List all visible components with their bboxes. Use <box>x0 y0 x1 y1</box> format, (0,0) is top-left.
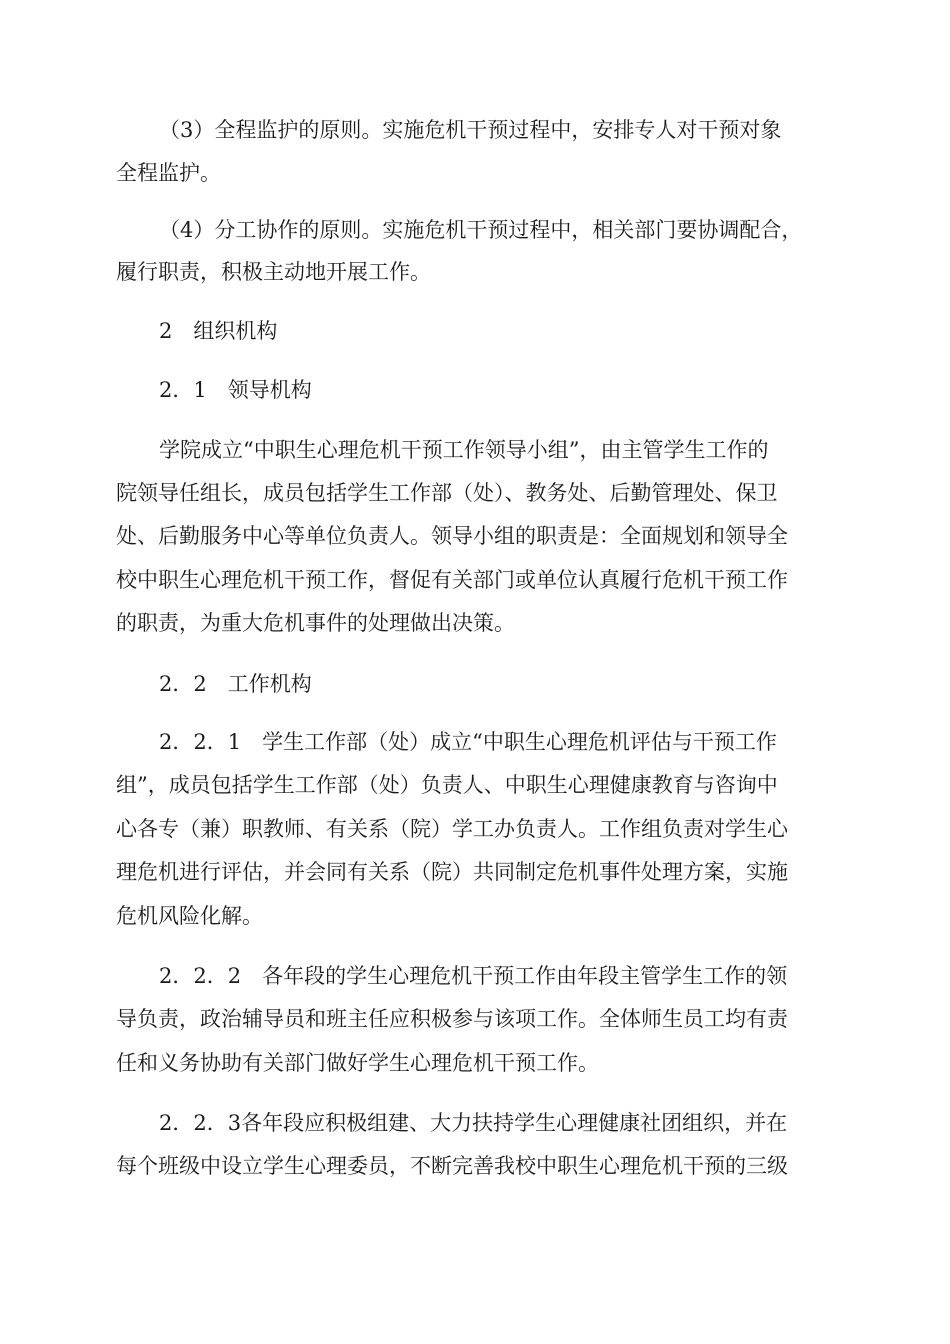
paragraph-line: 校中职生心理危机干预工作，督促有关部门或单位认真履行危机干预工作 <box>116 568 788 592</box>
paragraph-line: 2．2．3各年段应积极组建、大力扶持学生心理健康社团组织，并在 <box>159 1111 788 1135</box>
subsection-heading: 2．1 领导机构 <box>159 378 312 402</box>
paragraph-line: 全程监护。 <box>116 161 221 185</box>
paragraph-line: 处、后勤服务中心等单位负责人。领导小组的职责是：全面规划和领导全 <box>116 524 788 548</box>
paragraph-line: 任和义务协助有关部门做好学生心理危机干预工作。 <box>116 1051 599 1075</box>
paragraph-line: 院领导任组长，成员包括学生工作部（处）、教务处、后勤管理处、保卫 <box>116 481 778 505</box>
paragraph-line: 理危机进行评估，并会同有关系（院）共同制定危机事件处理方案，实施 <box>116 860 788 884</box>
paragraph-line: 组”，成员包括学生工作部（处）负责人、中职生心理健康教育与咨询中 <box>116 773 778 797</box>
paragraph-line: （4）分工协作的原则。实施危机干预过程中，相关部门要协调配合， <box>159 218 803 242</box>
subsection-heading: 2．2 工作机构 <box>159 672 312 696</box>
paragraph-line: 学院成立“中职生心理危机干预工作领导小组”，由主管学生工作的 <box>159 438 769 462</box>
paragraph-line: 心各专（兼）职教师、有关系（院）学工办负责人。工作组负责对学生心 <box>116 817 788 841</box>
paragraph-line: 危机风险化解。 <box>116 904 263 928</box>
paragraph-line: （3）全程监护的原则。实施危机干预过程中，安排专人对干预对象 <box>159 118 782 142</box>
paragraph-line: 每个班级中设立学生心理委员，不断完善我校中职生心理危机干预的三级 <box>116 1154 788 1178</box>
paragraph-line: 的职责，为重大危机事件的处理做出决策。 <box>116 611 515 635</box>
section-heading: 2 组织机构 <box>159 319 278 343</box>
paragraph-line: 2．2．1 学生工作部（处）成立“中职生心理危机评估与干预工作 <box>159 730 777 754</box>
paragraph-line: 2．2．2 各年段的学生心理危机干预工作由年段主管学生工作的领 <box>159 964 788 988</box>
paragraph-line: 履行职责，积极主动地开展工作。 <box>116 260 431 284</box>
paragraph-line: 导负责，政治辅导员和班主任应积极参与该项工作。全体师生员工均有责 <box>116 1007 788 1031</box>
